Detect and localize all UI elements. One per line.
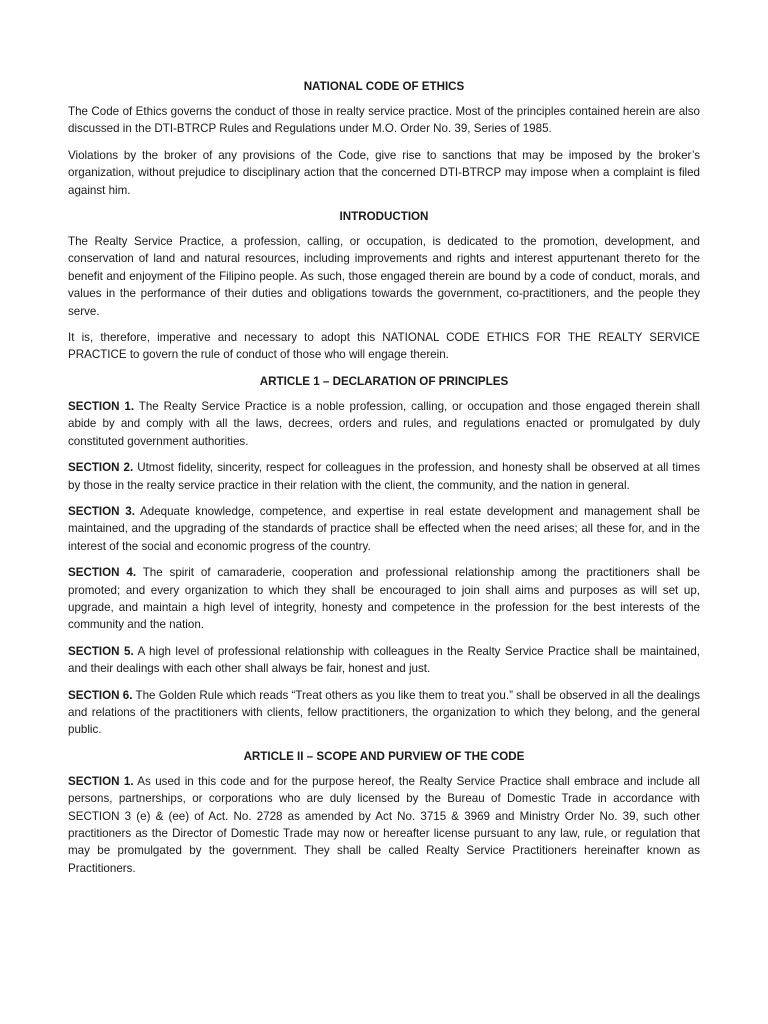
article-1-section-2: [68, 459, 700, 494]
section-text: The Realty Service Practice is a noble profession, calling, or occupation and those engaged therein shall abide by and comply with all the laws, decrees, orders and rules, and regulations enacted or promulgated by duly constituted government authorities.: [68, 399, 700, 448]
section-label: SECTION 2.: [68, 461, 134, 475]
article-1-section-6: [68, 687, 700, 739]
introduction-heading: INTRODUCTION: [339, 210, 429, 224]
intro-paragraph-2: Violations by the broker of any provisions of the Code, give rise to sanctions that may be imposed by the broker’s organization, without prejudice to disciplinary action that the concerned DTI-BTRCP may impose when a complaint is filed against him.: [68, 148, 700, 197]
section-label: SECTION 3.: [68, 504, 135, 518]
introduction-paragraph-2: It is, therefore, imperative and necessary to adopt this NATIONAL CODE ETHICS FOR THE REALTY SERVICE PRACTICE to govern the rule of conduct of those who will engage therein.: [68, 331, 700, 362]
document-title: NATIONAL CODE OF ETHICS: [303, 80, 465, 93]
section-label: SECTION 4.: [68, 566, 137, 580]
article-2-section-1: [68, 773, 700, 877]
intro-paragraph-1: The Code of Ethics governs the conduct of those in realty service practice. Most of the principles contained herein are also discussed in the DTI-BTRCP Rules and Regulations under M.O. Order No. 39, Series of 1985.: [68, 105, 700, 136]
section-text: The Golden Rule which reads “Treat others as you like them to treat you.” shall be observed in all the dealings and relations of the practitioners with clients, fellow practitioners, the organization to which they belong, and the general public.: [68, 688, 700, 737]
introduction-paragraph-1: The Realty Service Practice, a profession, calling, or occupation, is dedicated to the promotion, development, and conservation of land and natural resources, including improvements and rights and interest appurtenant thereto for the benefit and enjoyment of the Filipino people. As such, those engaged therein are bound by a code of conduct, morals, and values in the performance of their duties and obligations towards the government, co-practitioners, and the people they serve.: [68, 235, 700, 318]
section-text: Adequate knowledge, competence, and expertise in real estate development and management shall be maintained, and the upgrading of the standards of practice shall be effected when the need arises; all these for, and in the interest of the social and economic progress of the country.: [68, 504, 700, 553]
section-text: As used in this code and for the purpose hereof, the Realty Service Practice shall embrace and include all persons, partnerships, or corporations who are duly licensed by the Bureau of Domestic Trade in accordance with SECTION 3 (e) & (ee) of Act. No. 2728 as amended by Act No. 3715 & 3969 and Ministry Order No. 39, such other practitioners as the Director of Domestic Trade may now or hereafter license pursuant to any law, rule, or regulation that may be promulgated by the government. They shall be called Realty Service Practitioners hereinafter known as Practitioners.: [68, 774, 700, 875]
article-1-heading: ARTICLE 1 – DECLARATION OF PRINCIPLES: [259, 374, 509, 388]
article-1-section-3: [68, 503, 700, 555]
section-label: SECTION 1.: [68, 774, 134, 788]
article-1-section-5: [68, 643, 700, 678]
article-1-section-4: [68, 564, 700, 634]
section-text: Utmost fidelity, sincerity, respect for colleagues in the profession, and honesty shall be observed at all times by those in the realty service practice in their relation with the client, the community, and the nation in general.: [68, 461, 700, 492]
article-1-section-1: [68, 398, 700, 450]
section-text: A high level of professional relationship with colleagues in the Realty Service Practice shall be maintained, and their dealings with each other shall always be fair, honest and just.: [68, 644, 700, 676]
article-2-heading: ARTICLE II – SCOPE AND PURVIEW OF THE CODE: [243, 749, 525, 763]
section-label: SECTION 1.: [68, 399, 135, 413]
section-text: The spirit of camaraderie, cooperation and professional relationship among the practitioners shall be promoted; and every organization to which they shall be encouraged to join shall aims and purposes as will set up, upgrade, and maintain a high level of integrity, honesty and competence in the profession for the best interests of the community and the nation.: [68, 566, 700, 632]
section-label: SECTION 5.: [68, 644, 134, 658]
section-label: SECTION 6.: [68, 688, 133, 702]
